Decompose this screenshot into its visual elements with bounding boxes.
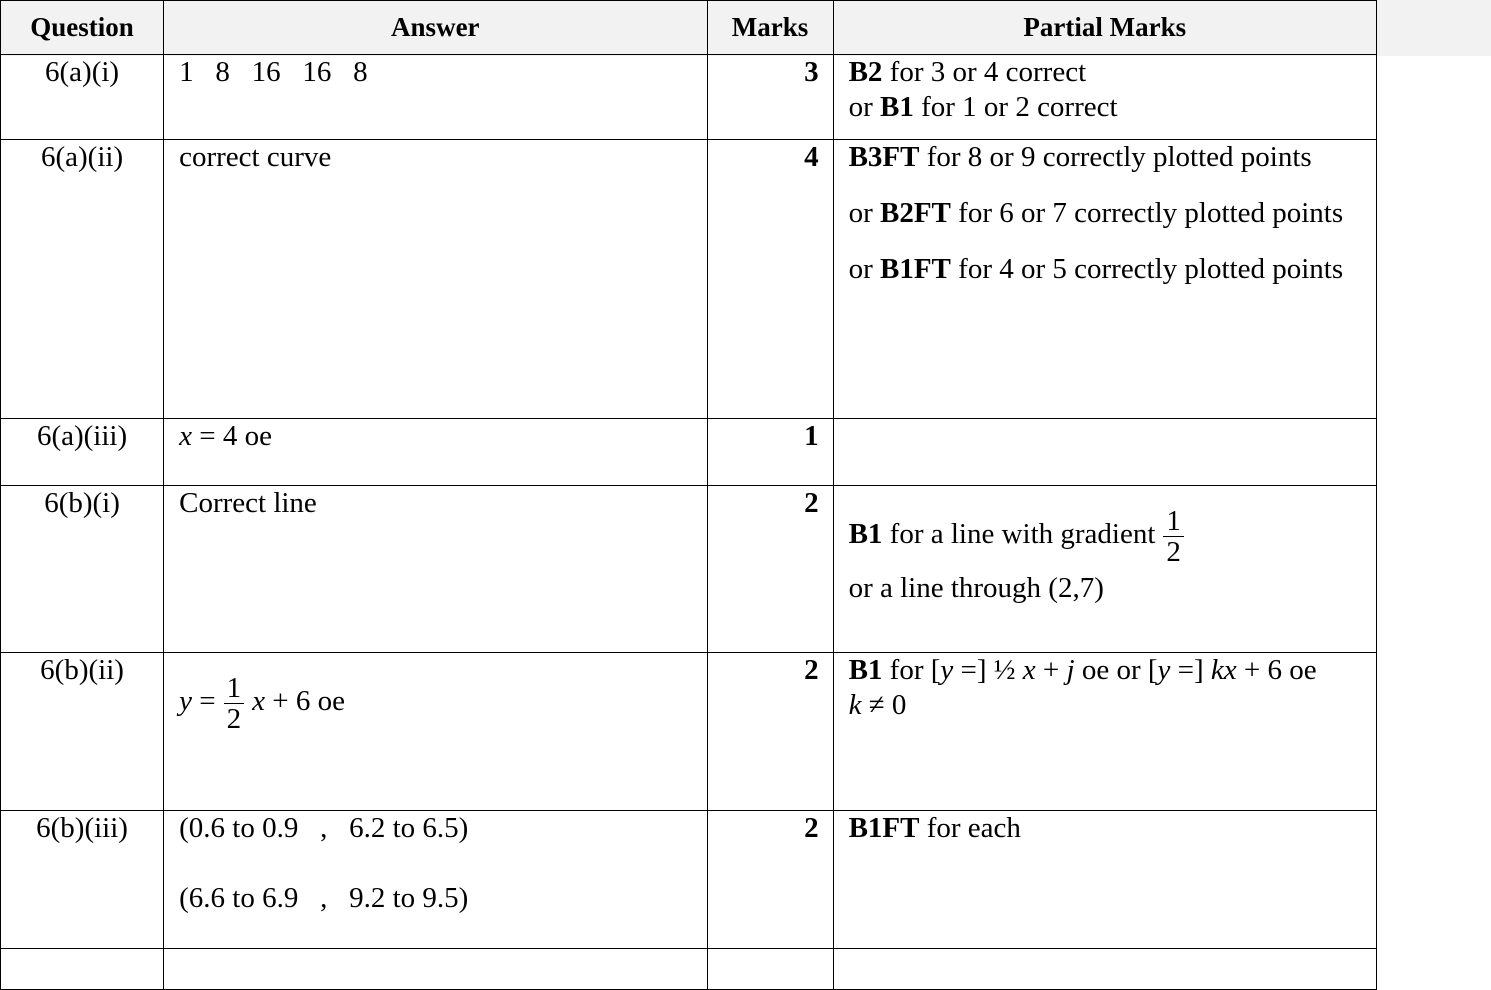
- partial-marks-cell: [833, 811, 1376, 949]
- question-cell: 6(b)(i): [1, 486, 164, 653]
- mark-code: B2: [848, 56, 883, 88]
- partial-text: for 4 or 5 correctly plotted points: [950, 253, 1344, 285]
- partial-text: + 6 oe: [1236, 654, 1317, 686]
- marks-cell: 2: [707, 653, 833, 811]
- marks-cell: 4: [707, 140, 833, 419]
- header-marks: Marks: [707, 1, 833, 55]
- variable: x: [179, 420, 192, 452]
- answer-cell: correct curve: [164, 140, 707, 419]
- mark-code: B2FT: [880, 197, 951, 229]
- header-partial-marks: Partial Marks: [833, 1, 1376, 55]
- variable: j: [1066, 654, 1075, 686]
- partial-text: +: [1035, 654, 1067, 686]
- question-cell: 6(a)(ii): [1, 140, 164, 419]
- question-cell: [1, 949, 164, 990]
- mark-code: B3FT: [848, 141, 920, 173]
- partial-text: for 1 or 2 correct: [913, 91, 1118, 123]
- variable: k: [848, 689, 862, 721]
- answer-cell: [164, 653, 707, 811]
- partial-text: for 8 or 9 correctly plotted points: [919, 141, 1312, 173]
- marks-cell: 2: [707, 486, 833, 653]
- answer-cell: [164, 55, 707, 140]
- variable: y: [179, 685, 192, 718]
- variable: kx: [1210, 654, 1237, 686]
- answer-text: 1 8 16 16 8: [179, 56, 368, 88]
- partial-prefix: or: [848, 253, 880, 285]
- marks-cell: 3: [707, 55, 833, 140]
- answer-line: (6.6 to 6.9 , 9.2 to 9.5): [179, 882, 469, 914]
- answer-text: = 4 oe: [191, 420, 272, 452]
- marks-cell: [707, 949, 833, 990]
- partial-marks-cell: [833, 949, 1376, 990]
- fraction-denominator: 2: [1166, 536, 1181, 568]
- mark-code: B1FT: [848, 812, 920, 844]
- fraction-denominator: 2: [226, 703, 242, 735]
- variable: y: [1157, 654, 1171, 686]
- variable: x: [1022, 654, 1036, 686]
- table-row: [1, 811, 1377, 949]
- partial-marks-cell: [833, 140, 1376, 419]
- question-cell: 6(a)(iii): [1, 419, 164, 486]
- marks-cell: 2: [707, 811, 833, 949]
- fraction-numerator: 1: [1163, 506, 1184, 537]
- answer-cell: [164, 949, 707, 990]
- answer-cell: [164, 419, 707, 486]
- mark-code: B1: [848, 518, 883, 551]
- fraction: [1163, 506, 1184, 567]
- answer-cell: [164, 811, 707, 949]
- partial-text: =] ½: [953, 654, 1023, 686]
- table-row: [1, 653, 1377, 811]
- table-row: [1, 55, 1377, 140]
- header-answer: Answer: [164, 1, 707, 55]
- partial-prefix: or: [848, 197, 880, 229]
- answer-text: =: [191, 685, 216, 718]
- partial-text: for 6 or 7 correctly plotted points: [950, 197, 1344, 229]
- answer-text: + 6 oe: [264, 685, 345, 718]
- variable: x: [252, 685, 265, 718]
- partial-marks-cell: [833, 653, 1376, 811]
- partial-text: for a line with gradient: [882, 518, 1156, 551]
- variable: y: [940, 654, 954, 686]
- partial-marks-cell: [833, 486, 1376, 653]
- mark-code: B1: [880, 91, 914, 123]
- answer-line: (0.6 to 0.9 , 6.2 to 6.5): [179, 812, 469, 844]
- partial-text: =]: [1170, 654, 1211, 686]
- partial-text: for [: [882, 654, 941, 686]
- partial-marks-cell: [833, 55, 1376, 140]
- mark-code: B1: [848, 654, 883, 686]
- marks-cell: 1: [707, 419, 833, 486]
- partial-prefix: or: [848, 91, 880, 123]
- table-row: [1, 419, 1377, 486]
- header-row: [1, 1, 1377, 55]
- mark-code: B1FT: [880, 253, 951, 285]
- partial-text: for 3 or 4 correct: [882, 56, 1087, 88]
- fraction: [224, 673, 245, 734]
- fraction-numerator: 1: [224, 673, 245, 704]
- table-row: [1, 949, 1377, 990]
- partial-marks-cell: [833, 419, 1376, 486]
- question-cell: 6(b)(iii): [1, 811, 164, 949]
- table-row: [1, 140, 1377, 419]
- answer-cell: Correct line: [164, 486, 707, 653]
- header-question: Question: [1, 1, 164, 55]
- partial-text: oe or [: [1074, 654, 1158, 686]
- partial-text: or a line through (2,7): [848, 572, 1104, 604]
- partial-text: for each: [919, 812, 1021, 844]
- question-cell: 6(b)(ii): [1, 653, 164, 811]
- table-row: [1, 486, 1377, 653]
- partial-text: ≠ 0: [861, 689, 907, 721]
- question-cell: 6(a)(i): [1, 55, 164, 140]
